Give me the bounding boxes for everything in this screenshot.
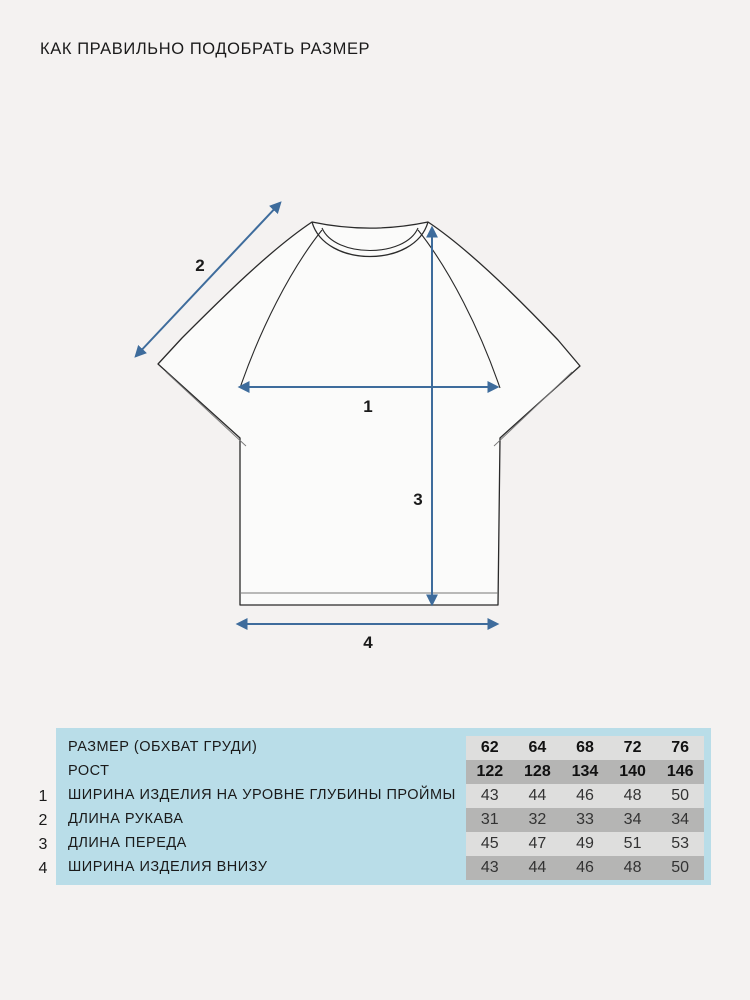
table-header-row — [56, 736, 711, 760]
value-cell: 43 — [480, 859, 499, 876]
size-cell: 68 — [576, 739, 594, 756]
table-row — [56, 784, 711, 808]
value-cell: 45 — [480, 835, 499, 852]
height-cell: 134 — [571, 763, 599, 780]
table-row — [56, 808, 711, 832]
size-table — [56, 728, 711, 885]
row-label: ШИРИНА ИЗДЕЛИЯ ВНИЗУ — [68, 859, 268, 875]
value-cell: 50 — [671, 787, 690, 804]
measure-label-2: 2 — [195, 256, 205, 275]
value-cell: 46 — [576, 859, 594, 876]
value-cell: 46 — [576, 787, 594, 804]
row-values — [466, 856, 704, 880]
row-number: 1 — [38, 788, 48, 805]
row-label: ШИРИНА ИЗДЕЛИЯ НА УРОВНЕ ГЛУБИНЫ ПРОЙМЫ — [68, 787, 456, 803]
size-cell: 64 — [528, 739, 547, 756]
value-cell: 47 — [528, 835, 547, 852]
row-values — [466, 832, 704, 856]
height-cell: 128 — [524, 763, 551, 780]
size-values — [466, 736, 704, 760]
height-values — [466, 760, 704, 784]
value-cell: 44 — [528, 787, 547, 804]
size-cell: 76 — [671, 739, 690, 756]
value-cell: 33 — [576, 811, 594, 828]
row-values — [466, 784, 704, 808]
value-cell: 51 — [623, 835, 642, 852]
size-label: РАЗМЕР (ОБХВАТ ГРУДИ) — [68, 739, 258, 755]
row-number: 3 — [38, 836, 48, 853]
value-cell: 32 — [528, 811, 547, 828]
row-label: ДЛИНА ПЕРЕДА — [68, 835, 187, 851]
row-values — [466, 808, 704, 832]
value-cell: 31 — [480, 811, 499, 828]
row-label: ДЛИНА РУКАВА — [68, 811, 184, 827]
page-title: КАК ПРАВИЛЬНО ПОДОБРАТЬ РАЗМЕР — [40, 40, 371, 58]
height-cell: 146 — [666, 763, 694, 780]
value-cell: 48 — [623, 859, 642, 876]
row-number: 2 — [38, 812, 48, 829]
height-cell: 122 — [476, 763, 504, 780]
table-height-row — [56, 760, 711, 784]
value-cell: 49 — [576, 835, 594, 852]
value-cell: 44 — [528, 859, 547, 876]
value-cell: 53 — [671, 835, 690, 852]
value-cell: 50 — [671, 859, 690, 876]
size-cell: 72 — [623, 739, 642, 756]
measure-label-3: 3 — [413, 490, 423, 509]
table-row — [56, 856, 711, 880]
height-cell: 140 — [619, 763, 646, 780]
measure-label-4: 4 — [363, 633, 373, 652]
measure-label-1: 1 — [363, 397, 373, 416]
value-cell: 43 — [480, 787, 499, 804]
size-cell: 62 — [480, 739, 499, 756]
table-row — [56, 832, 711, 856]
value-cell: 48 — [623, 787, 642, 804]
row-number: 4 — [38, 860, 48, 877]
height-label: РОСТ — [68, 763, 110, 779]
value-cell: 34 — [623, 811, 642, 828]
value-cell: 34 — [671, 811, 690, 828]
